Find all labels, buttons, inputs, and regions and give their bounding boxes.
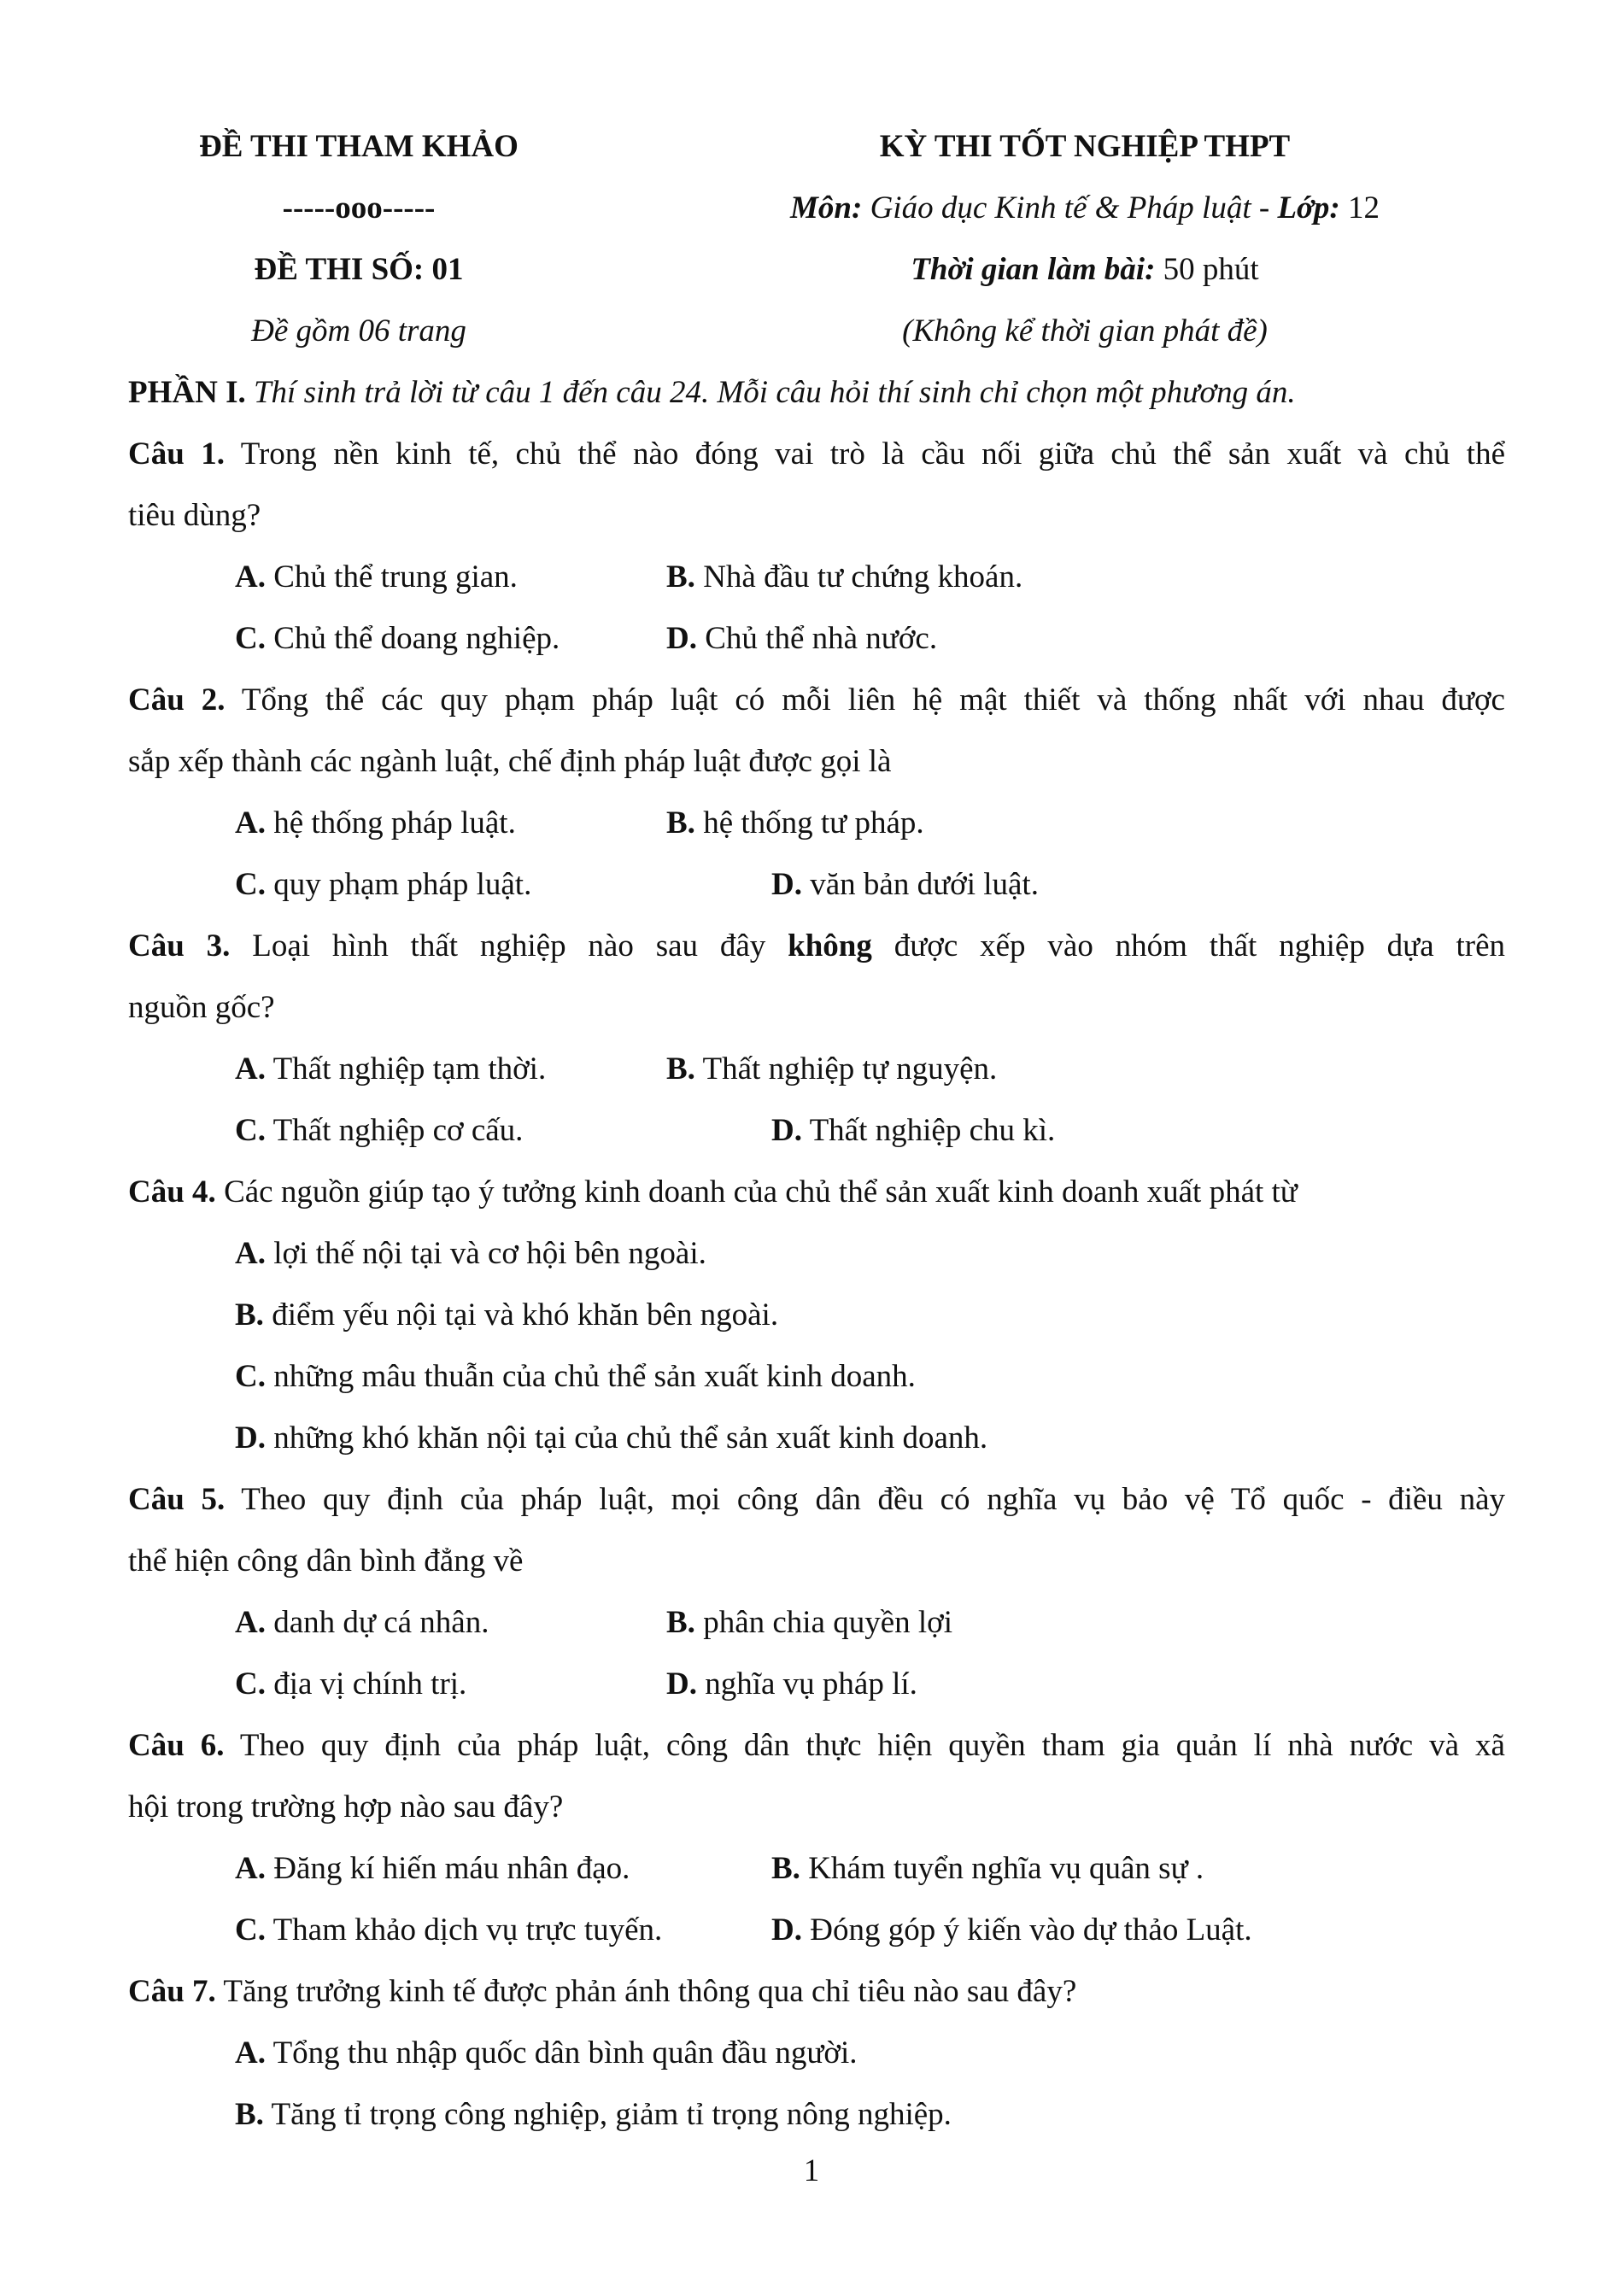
option-text: Chủ thể trung gian. [273,559,518,594]
option-c [235,1666,466,1703]
header-divider: -----ooo----- [282,190,436,226]
option-c [235,620,560,658]
option-b [771,1850,1204,1888]
option-b [666,1604,952,1642]
option-key: B. [666,1605,695,1640]
time-note: (Không kể thời gian phát đề) [902,313,1268,348]
question-2-line1 [128,682,1505,719]
exam-title: KỲ THI TỐT NGHIỆP THPT [879,129,1291,164]
option-key: B. [771,1851,800,1886]
option-key: B. [235,1297,264,1332]
option-text: những khó khăn nội tại của chủ thể sản xuất kinh doanh. [273,1420,988,1456]
option-text: Đăng kí hiến máu nhân đạo. [273,1851,630,1886]
option-text: Tổng thu nhập quốc dân bình quân đầu người. [272,2035,858,2070]
question-label: Câu 2. [128,682,226,718]
question-6-line2: hội trong trường hợp nào sau đây? [128,1789,564,1824]
part1-instruction: Thí sinh trả lời từ câu 1 đến câu 24. Mỗi câu hỏi thí sinh chỉ chọn một phương án. [253,375,1296,410]
question-label: Câu 5. [128,1482,226,1517]
grade-label: Lớp: [1277,190,1340,226]
option-text: hệ thống tư pháp. [703,805,924,840]
option-text: Khám tuyển nghĩa vụ quân sự . [808,1851,1204,1886]
option-b [666,805,924,842]
question-3-line1 [128,928,1505,965]
option-a [235,1604,489,1642]
question-label: Câu 1. [128,436,225,472]
option-d [771,1912,1252,1949]
option-text: Chủ thể nhà nước. [705,621,938,656]
option-text: địa vị chính trị. [273,1666,467,1702]
option-key: D. [666,1666,697,1702]
question-emphasis: không [788,928,872,964]
option-text: Tham khảo dịch vụ trực tuyến. [272,1912,663,1948]
option-c [235,866,531,904]
time-line [666,251,1503,289]
question-label: Câu 3. [128,928,231,964]
option-key: A. [235,559,266,594]
option-key: C. [235,1113,266,1148]
option-text: điểm yếu nội tại và khó khăn bên ngoài. [272,1297,779,1332]
subject-label: Môn: [790,190,863,226]
option-a [235,1235,706,1273]
option-text: Thất nghiệp tự nguyện. [702,1051,998,1086]
question-text: Theo quy định của pháp luật, công dân thực hiện quyền tham gia quản lí nhà nước và xã [239,1728,1505,1763]
option-key: D. [771,867,802,902]
question-text: được xếp vào nhóm thất nghiệp dựa trên [894,928,1506,964]
option-c [235,1912,662,1949]
question-text: Trong nền kinh tế, chủ thể nào đóng vai trò là cầu nối giữa chủ thể sản xuất và chủ thể [240,436,1505,472]
option-text: Tăng tỉ trọng công nghiệp, giảm tỉ trọng nông nghiệp. [271,2097,952,2132]
option-text: Thất nghiệp tạm thời. [272,1051,547,1086]
question-4-line1 [128,1174,1298,1211]
option-text: lợi thế nội tại và cơ hội bên ngoài. [273,1236,706,1271]
question-text: Theo quy định của pháp luật, mọi công dân đều có nghĩa vụ bảo vệ Tổ quốc - điều này [241,1482,1505,1517]
option-c [235,1358,916,1396]
option-b [235,1297,778,1334]
option-key: D. [235,1420,266,1456]
option-a [235,1850,630,1888]
question-1-line1 [128,436,1505,473]
option-a [235,1051,546,1088]
option-key: A. [235,1605,266,1640]
option-key: C. [235,1912,266,1948]
option-b [235,2096,952,2134]
option-key: D. [666,621,697,656]
option-a [235,805,516,842]
option-b [666,1051,997,1088]
option-text: Chủ thể doang nghiệp. [273,621,560,656]
option-text: Thất nghiệp chu kì. [809,1113,1056,1148]
option-text: những mâu thuẫn của chủ thể sản xuất kinh doanh. [273,1359,916,1394]
option-key: C. [235,1359,266,1394]
option-c [235,1112,523,1150]
option-key: A. [235,1051,266,1086]
question-text: Các nguồn giúp tạo ý tưởng kinh doanh của chủ thể sản xuất kinh doanh xuất phát từ [224,1174,1298,1210]
question-label: Câu 4. [128,1174,216,1210]
page-number: 1 [803,2153,820,2188]
option-key: C. [235,867,266,902]
question-2-line2: sắp xếp thành các ngành luật, chế định pháp luật được gọi là [128,744,892,779]
question-6-line1 [128,1727,1505,1765]
option-d [771,866,1039,904]
option-a [235,2035,858,2072]
option-text: danh dự cá nhân. [273,1605,489,1640]
question-3-line2: nguồn gốc? [128,990,275,1025]
subject-line [666,190,1503,227]
option-d [771,1112,1055,1150]
question-text: Tổng thể các quy phạm pháp luật có mỗi liên hệ mật thiết và thống nhất với nhau được [241,682,1505,718]
question-7-line1 [128,1973,1076,2011]
option-key: A. [235,1851,266,1886]
question-text: Tăng trưởng kinh tế được phản ánh thông qua chỉ tiêu nào sau đây? [223,1974,1077,2009]
part1-heading [128,374,1296,412]
option-a [235,559,518,596]
time-value: 50 phút [1163,252,1259,287]
option-key: D. [771,1113,802,1148]
question-5-line1 [128,1481,1505,1519]
question-label: Câu 7. [128,1974,216,2009]
page-count: Đề gồm 06 trang [251,313,466,348]
option-d [666,1666,917,1703]
option-key: D. [771,1912,802,1948]
option-key: B. [235,2097,264,2132]
option-text: phân chia quyền lợi [703,1605,953,1640]
grade-value: 12 [1347,190,1380,226]
option-text: Nhà đầu tư chứng khoán. [703,559,1023,594]
option-key: A. [235,1236,266,1271]
option-key: C. [235,621,266,656]
part1-label: PHẦN I. [128,375,246,410]
option-text: Thất nghiệp cơ cấu. [272,1113,524,1148]
question-text: Loại hình thất nghiệp nào sau đây [252,928,766,964]
subject-separator: - [1251,190,1278,226]
option-text: văn bản dưới luật. [810,867,1039,902]
exam-reference-title: ĐỀ THI THAM KHẢO [199,129,519,164]
option-d [666,620,937,658]
option-key: B. [666,805,695,840]
option-key: A. [235,805,266,840]
option-b [666,559,1022,596]
option-key: C. [235,1666,266,1702]
option-key: B. [666,1051,695,1086]
option-key: B. [666,559,695,594]
option-d [235,1420,987,1457]
option-text: nghĩa vụ pháp lí. [705,1666,917,1702]
time-label: Thời gian làm bài: [911,252,1156,287]
question-5-line2: thể hiện công dân bình đẳng về [128,1543,524,1578]
subject-name: Giáo dục Kinh tế & Pháp luật [870,190,1251,226]
question-label: Câu 6. [128,1728,225,1763]
option-key: A. [235,2035,266,2070]
option-text: hệ thống pháp luật. [273,805,516,840]
question-1-line2: tiêu dùng? [128,498,261,533]
option-text: Đóng góp ý kiến vào dự thảo Luật. [810,1912,1252,1948]
exam-number: ĐỀ THI SỐ: 01 [254,252,464,287]
option-text: quy phạm pháp luật. [273,867,532,902]
